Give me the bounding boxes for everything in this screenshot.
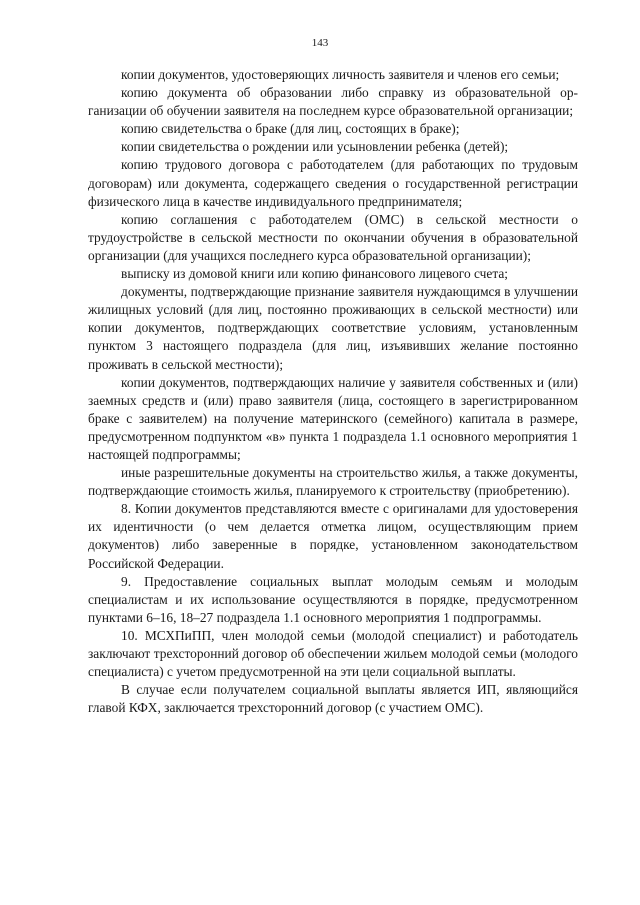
paragraph-housing-need: документы, подтверждающие признание заявителя нуждающимся в улучшении жилищных условий (для лиц, постоянно проживающих в сельской местности) или копии документов, подтверждающих соответствие условиям, установленным пунктом 3 настоящего подраздела (для лиц, изъявивших желание постоянно проживать в сельской местности); <box>88 284 578 372</box>
paragraph-employment-contract: копию трудового договора с работодателем (для работающих по трудовым договорам) или документа, содержащего сведения о государственной регистрации физического лица в качестве индивидуального предпринимателя; <box>88 157 578 209</box>
paragraph-own-funds: копии документов, подтверждающих наличие у заявителя собственных и (или) заемных средств и (или) право заявителя (лица, состоящего в зарегистрированном браке с заявителем) на получение материнского (семейного) капитала в размере, предусмотренном подпунктом «в» пункта 1 подраздела 1.1 основного мероприятия 1 настоящей подпрограммы; <box>88 374 578 462</box>
paragraph-item-9: 9. Предоставление социальных выплат молодым семьям и молодым специалистам и их использование осуществляются в порядке, предусмотренном пунктами 6–16, 18–27 подраздела 1.1 основного мероприятия 1 подпрограммы. <box>88 573 578 625</box>
paragraph-employer-agreement: копию соглашения с работодателем (ОМС) в сельской местности о трудоустройстве в сельской местности по окончании обучения в образовательной организации (для учащихся последнего курса образовательной организации); <box>88 211 578 263</box>
paragraph-house-register: выписку из домовой книги или копию финансового лицевого счета; <box>121 266 509 282</box>
paragraph-item-10: 10. МСХПиПП, член молодой семьи (молодой специалист) и работодатель заключают трехсторонний договор об обеспечении жильем молодой семьи (молодого специалиста) с учетом предусмотренной на эти цели социальной выплаты. <box>88 627 578 680</box>
document-body <box>88 66 578 717</box>
page-number: 143 <box>311 37 329 49</box>
paragraph-education-doc: копию документа об образовании либо справку из образовательной организации об обучении заявителя на последнем курсе образовательной организации; <box>88 85 578 119</box>
paragraph-item-8: 8. Копии документов представляются вместе с оригиналами для удостоверения их идентичности (о чем делается отметка лицом, осуществляющим прием документов) либо заверенные в порядке, установленном законодательством Российской Федерации. <box>88 501 578 571</box>
paragraph-identity-docs: копии документов, удостоверяющих личность заявителя и членов его семьи; <box>121 67 560 82</box>
paragraph-ip-kfh: В случае если получателем социальной выплаты является ИП, являющийся главой КФХ, заключается трехсторонний договор (с участием ОМС). <box>88 682 578 716</box>
paragraph-marriage-cert: копию свидетельства о браке (для лиц, состоящих в браке); <box>121 121 460 137</box>
paragraph-birth-cert: копии свидетельства о рождении или усыновлении ребенка (детей); <box>121 139 509 155</box>
paragraph-construction-permits: иные разрешительные документы на строительство жилья, а также документы, подтверждающие стоимость жилья, планируемого к строительству (приобретению). <box>88 465 578 499</box>
